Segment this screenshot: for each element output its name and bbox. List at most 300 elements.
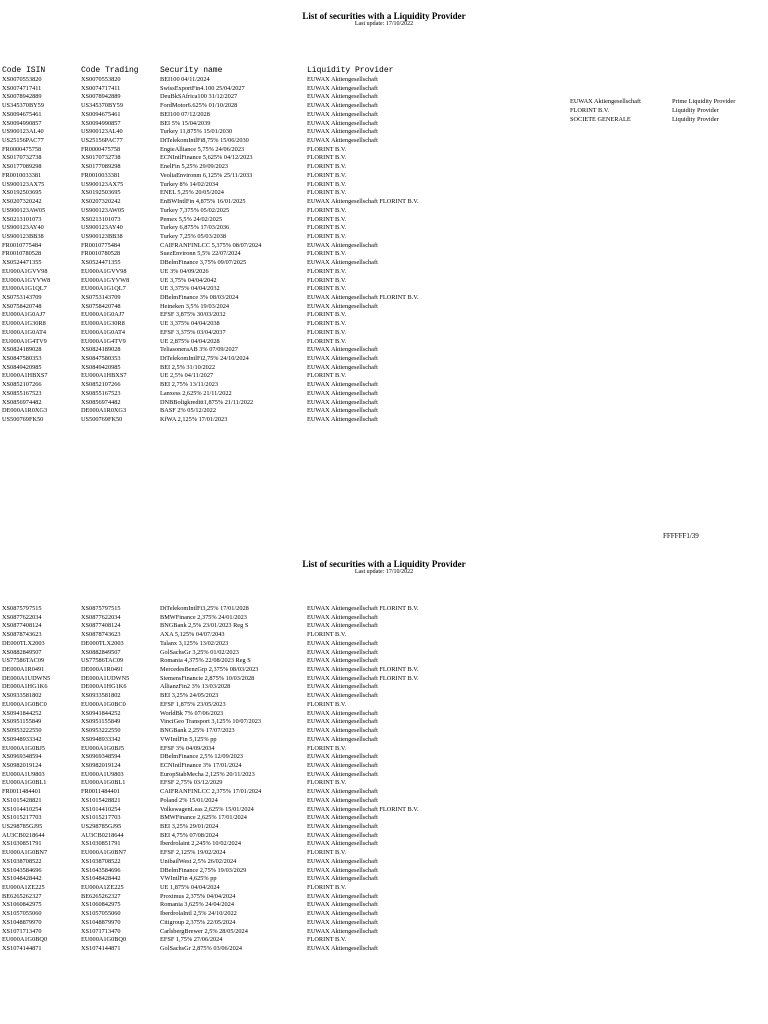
code-isin-cell: DE000A1HG1K6 bbox=[2, 683, 48, 691]
code-trading-cell: XS0070553820 bbox=[81, 76, 121, 83]
table-row bbox=[0, 259, 768, 268]
liquidity-provider-cell: FLORINT B.V. bbox=[307, 936, 347, 944]
code-trading-cell: EU000A1U9803 bbox=[81, 770, 124, 778]
code-isin-cell: EU000A1G1QL7 bbox=[2, 285, 47, 293]
code-isin-cell: XS0878743623 bbox=[2, 631, 42, 639]
code-trading-cell: FR0011484401 bbox=[81, 788, 120, 796]
code-isin-cell: XS0824189028 bbox=[2, 346, 42, 354]
table-row bbox=[0, 832, 768, 841]
table-row bbox=[0, 285, 768, 294]
code-isin-cell: XS0207320242 bbox=[2, 198, 42, 206]
liquidity-provider-cell: FLORINT B.V. bbox=[307, 744, 347, 752]
column-header-code-trading: Code Trading bbox=[81, 66, 139, 75]
code-trading-cell: XS1038708522 bbox=[81, 857, 121, 865]
page-title: List of securities with a Liquidity Provider bbox=[302, 11, 466, 21]
code-trading-cell: US345370BY59 bbox=[81, 102, 123, 110]
code-trading-cell: US77586TAC09 bbox=[81, 657, 124, 665]
liquidity-provider-cell: EUWAX Aktiengesellschaft bbox=[307, 718, 378, 726]
liquidity-provider-cell: FLORINT B.V. bbox=[307, 320, 347, 328]
code-isin-cell: EU000A1G0AJ7 bbox=[2, 311, 46, 319]
table-row bbox=[0, 390, 768, 399]
securities-table bbox=[0, 76, 768, 425]
code-isin-cell: US900123AL40 bbox=[2, 128, 44, 136]
liquidity-provider-cell: EUWAX Aktiengesellschaft FLORINT B.V. bbox=[307, 605, 419, 612]
security-name-cell: Turkey 8% 14/02/2034 bbox=[160, 180, 219, 188]
liquidity-provider-cell: EUWAX Aktiengesellschaft bbox=[307, 622, 378, 630]
security-name-cell: VolkswagenLeas 2,625% 15/01/2024 bbox=[160, 805, 254, 813]
code-isin-cell: XS0094990857 bbox=[2, 119, 42, 127]
code-isin-cell: XS1038708522 bbox=[2, 857, 42, 865]
code-trading-cell: US900123BB38 bbox=[81, 232, 123, 240]
code-trading-cell: XS1015217703 bbox=[81, 814, 121, 822]
code-trading-cell: XS1043584696 bbox=[81, 866, 121, 874]
liquidity-provider-legend bbox=[570, 98, 768, 125]
code-trading-cell: XS1074144871 bbox=[81, 945, 121, 953]
document-page-2 bbox=[0, 548, 768, 1024]
code-isin-cell: US900123BB38 bbox=[2, 232, 44, 240]
liquidity-provider-cell: EUWAX Aktiengesellschaft bbox=[307, 648, 378, 656]
security-name-cell: EnelFin 5,25% 29/09/2023 bbox=[160, 163, 229, 171]
table-row bbox=[0, 692, 768, 701]
code-trading-cell: XS0948933342 bbox=[81, 735, 121, 743]
table-row bbox=[0, 814, 768, 823]
code-trading-cell: EU000A1G0BN7 bbox=[81, 849, 127, 857]
security-name-cell: DtTelekomIntlFi3,25% 17/01/2028 bbox=[160, 605, 249, 612]
security-name-cell: IberdrolaIntl 2,5% 24/10/2022 bbox=[160, 910, 237, 918]
code-isin-cell: XS0078942889 bbox=[2, 93, 42, 101]
security-name-cell: Pemex 5,5% 24/02/2025 bbox=[160, 215, 223, 223]
table-row bbox=[0, 867, 768, 876]
security-name-cell: EuropStabMecha 2,125% 20/11/2023 bbox=[160, 770, 255, 778]
security-name-cell: BEI 2,5% 31/10/2022 bbox=[160, 363, 216, 371]
code-trading-cell: XS1015428821 bbox=[81, 796, 121, 804]
code-isin-cell: EU000A1ZE225 bbox=[2, 884, 45, 891]
code-isin-cell: XS1048428442 bbox=[2, 875, 42, 883]
security-name-cell: Iberdrolaint 2,245% 10/02/2024 bbox=[160, 840, 241, 848]
code-trading-cell: XS0177089298 bbox=[81, 163, 121, 171]
legend-provider-role: Liquidity Provider bbox=[672, 115, 719, 123]
table-row bbox=[0, 303, 768, 312]
code-trading-cell: US298785GJ95 bbox=[81, 822, 122, 830]
security-name-cell: AXA 5,125% 04/07/2043 bbox=[160, 631, 225, 639]
code-isin-cell: XS0094675461 bbox=[2, 110, 42, 118]
liquidity-provider-cell: EUWAX Aktiengesellschaft bbox=[307, 407, 378, 415]
security-name-cell: DtTelekomIntlFi2,75% 24/10/2024 bbox=[160, 355, 249, 362]
code-isin-cell: EU000A1HBXS7 bbox=[2, 372, 48, 380]
table-row bbox=[0, 718, 768, 727]
security-name-cell: Lanxess 2,625% 21/11/2022 bbox=[160, 389, 232, 397]
liquidity-provider-cell: FLORINT B.V. bbox=[307, 337, 347, 345]
liquidity-provider-cell: EUWAX Aktiengesellschaft bbox=[307, 259, 378, 267]
liquidity-provider-cell: FLORINT B.V. bbox=[307, 232, 347, 240]
code-isin-cell: US298785GJ95 bbox=[2, 822, 43, 830]
code-isin-cell: BE6265262327 bbox=[2, 892, 42, 900]
security-name-cell: Romania 4,375% 22/08/2023 Reg S bbox=[160, 657, 251, 665]
security-name-cell: KfWA 2,125% 17/01/2023 bbox=[160, 416, 228, 424]
liquidity-provider-cell: EUWAX Aktiengesellschaft bbox=[307, 727, 378, 735]
liquidity-provider-cell: EUWAX Aktiengesellschaft bbox=[307, 398, 378, 406]
code-trading-cell: XS0192503695 bbox=[81, 189, 121, 197]
liquidity-provider-cell: FLORINT B.V. bbox=[307, 631, 347, 639]
security-name-cell: UE 2,5% 04/11/2027 bbox=[160, 372, 214, 380]
code-isin-cell: XS0856974482 bbox=[2, 398, 42, 406]
code-isin-cell: XS1015217703 bbox=[2, 814, 42, 822]
code-isin-cell: XS1071713470 bbox=[2, 927, 42, 935]
liquidity-provider-cell: FLORINT B.V. bbox=[307, 215, 347, 223]
code-trading-cell: BE6265262327 bbox=[81, 892, 121, 900]
table-row bbox=[0, 338, 768, 347]
security-name-cell: CAIFRANFINLCC 2,375% 17/01/2024 bbox=[160, 788, 262, 796]
liquidity-provider-cell: EUWAX Aktiengesellschaft bbox=[307, 692, 378, 700]
code-trading-cell: DE000A1R0491 bbox=[81, 666, 124, 674]
security-name-cell: DBelmFinance 3,75% 09/07/2025 bbox=[160, 259, 247, 267]
code-isin-cell: XS1030851791 bbox=[2, 840, 42, 848]
code-isin-cell: FR0010033381 bbox=[2, 171, 42, 179]
table-row bbox=[0, 207, 768, 216]
security-name-cell: Turkey 6,875% 17/03/2036 bbox=[160, 224, 230, 232]
code-isin-cell: FR0000475758 bbox=[2, 145, 42, 153]
table-row bbox=[0, 893, 768, 902]
code-isin-cell: XS0524471355 bbox=[2, 259, 42, 267]
security-name-cell: GolSachsGr 2,875% 03/06/2024 bbox=[160, 945, 243, 953]
table-row bbox=[0, 399, 768, 408]
code-isin-cell: FR0011484401 bbox=[2, 788, 41, 796]
code-isin-cell: XS0847580353 bbox=[2, 355, 42, 362]
code-trading-cell: XS0074717411 bbox=[81, 84, 121, 92]
code-isin-cell: EU000A1G30R8 bbox=[2, 320, 46, 328]
code-isin-cell: EU000A1G0BL1 bbox=[2, 779, 47, 787]
security-name-cell: UE 2,875% 04/04/2028 bbox=[160, 337, 220, 345]
table-row bbox=[0, 128, 768, 137]
liquidity-provider-cell: FLORINT B.V. bbox=[307, 250, 347, 258]
security-name-cell: Citigroup 2,375% 22/05/2024 bbox=[160, 918, 236, 926]
security-name-cell: VeoliaEnvironm 6,125% 25/11/2033 bbox=[160, 171, 253, 179]
table-row bbox=[0, 407, 768, 416]
security-name-cell: BASF 2% 05/12/2022 bbox=[160, 407, 216, 415]
liquidity-provider-cell: EUWAX Aktiengesellschaft bbox=[307, 709, 378, 717]
table-row bbox=[0, 631, 768, 640]
security-name-cell: Romania 3,625% 24/04/2024 bbox=[160, 901, 234, 909]
security-name-cell: EFSF 1,875% 23/05/2023 bbox=[160, 700, 226, 708]
page-title: List of securities with a Liquidity Provider bbox=[302, 559, 466, 569]
table-row bbox=[0, 858, 768, 867]
code-trading-cell: DE000TLX2003 bbox=[81, 639, 124, 647]
legend-row bbox=[570, 98, 768, 107]
code-trading-cell: EU000A1HBXS7 bbox=[81, 372, 127, 380]
code-trading-cell: EU000A1G4TV9 bbox=[81, 337, 126, 345]
page-number: FFFFFF1/39 bbox=[663, 532, 699, 540]
code-isin-cell: DE000A1UDWN5 bbox=[2, 674, 51, 682]
security-name-cell: DNBBoligkreditt1,875% 21/11/2022 bbox=[160, 398, 254, 406]
code-isin-cell: XS0758420748 bbox=[2, 302, 42, 310]
legend-provider-name: SOCIETE GENERALE bbox=[570, 115, 631, 123]
code-trading-cell: EU000A1G0BC0 bbox=[81, 700, 126, 708]
table-row bbox=[0, 936, 768, 945]
code-trading-cell: XS0524471355 bbox=[81, 259, 121, 267]
code-trading-cell: XS0849420985 bbox=[81, 363, 121, 371]
security-name-cell: DeuBkSAfrica100 31/12/2027 bbox=[160, 93, 238, 101]
code-isin-cell: XS0192503695 bbox=[2, 189, 42, 197]
code-trading-cell: DE000A1HG1K6 bbox=[81, 683, 127, 691]
code-isin-cell: XS0982019124 bbox=[2, 761, 42, 769]
liquidity-provider-cell: EUWAX Aktiengesellschaft bbox=[307, 857, 378, 865]
security-name-cell: BNGBank 2,25% 17/07/2023 bbox=[160, 727, 235, 735]
table-row bbox=[0, 346, 768, 355]
code-isin-cell: US900123AW05 bbox=[2, 206, 46, 214]
table-row bbox=[0, 762, 768, 771]
legend-provider-role: Prime Liquidity Provider bbox=[672, 98, 736, 105]
table-row bbox=[0, 945, 768, 954]
liquidity-provider-cell: EUWAX Aktiengesellschaft FLORINT B.V. bbox=[307, 805, 419, 813]
liquidity-provider-cell: EUWAX Aktiengesellschaft bbox=[307, 128, 378, 136]
table-row bbox=[0, 849, 768, 858]
table-row bbox=[0, 701, 768, 710]
liquidity-provider-cell: EUWAX Aktiengesellschaft bbox=[307, 910, 378, 918]
liquidity-provider-cell: FLORINT B.V. bbox=[307, 189, 347, 197]
liquidity-provider-cell: EUWAX Aktiengesellschaft bbox=[307, 901, 378, 909]
security-name-cell: EFSF 3,375% 03/04/2037 bbox=[160, 328, 226, 336]
legend-row bbox=[570, 107, 768, 116]
liquidity-provider-cell: FLORINT B.V. bbox=[307, 884, 347, 891]
table-row bbox=[0, 76, 768, 85]
liquidity-provider-cell: EUWAX Aktiengesellschaft bbox=[307, 735, 378, 743]
code-isin-cell: XS1057055060 bbox=[2, 910, 42, 918]
liquidity-provider-cell: EUWAX Aktiengesellschaft bbox=[307, 137, 378, 145]
security-name-cell: DtTelekomIntlFi8,75% 15/06/2030 bbox=[160, 137, 249, 145]
code-trading-cell: EU000A1GYVW8 bbox=[81, 276, 130, 284]
code-isin-cell: US77586TAC09 bbox=[2, 657, 45, 665]
liquidity-provider-cell: EUWAX Aktiengesellschaft bbox=[307, 346, 378, 354]
security-name-cell: SwissExportFin4.100 25/04/2027 bbox=[160, 84, 245, 92]
liquidity-provider-cell: FLORINT B.V. bbox=[307, 372, 347, 380]
security-name-cell: CAIFRANFINLCC 5,375% 08/07/2024 bbox=[160, 241, 262, 249]
liquidity-provider-cell: EUWAX Aktiengesellschaft bbox=[307, 657, 378, 665]
code-trading-cell: EU000A1G0AJ7 bbox=[81, 311, 125, 319]
table-row bbox=[0, 666, 768, 675]
code-trading-cell: XS0847580353 bbox=[81, 355, 121, 362]
code-isin-cell: FR0010780528 bbox=[2, 250, 42, 258]
security-name-cell: MercedesBenzGrp 2,375% 08/03/2023 bbox=[160, 666, 259, 674]
code-isin-cell: AU3CB0218644 bbox=[2, 831, 45, 839]
table-row bbox=[0, 224, 768, 233]
security-name-cell: Turkey 11,875% 15/01/2030 bbox=[160, 128, 233, 136]
security-name-cell: ECNIntlFinance 3% 17/01/2024 bbox=[160, 761, 242, 769]
legend-provider-name: FLORINT B.V. bbox=[570, 106, 610, 114]
code-trading-cell: XS0941844252 bbox=[81, 709, 121, 717]
code-trading-cell: XS0856974482 bbox=[81, 398, 121, 406]
code-trading-cell: XS0982019124 bbox=[81, 761, 121, 769]
code-isin-cell: XS0875797515 bbox=[2, 605, 42, 612]
code-trading-cell: XS1060842975 bbox=[81, 901, 121, 909]
code-trading-cell: XS0852107266 bbox=[81, 381, 121, 389]
liquidity-provider-cell: EUWAX Aktiengesellschaft bbox=[307, 788, 378, 796]
code-trading-cell: XS0953222550 bbox=[81, 727, 121, 735]
liquidity-provider-cell: EUWAX Aktiengesellschaft bbox=[307, 363, 378, 371]
table-row bbox=[0, 242, 768, 251]
liquidity-provider-cell: FLORINT B.V. bbox=[307, 267, 347, 275]
code-isin-cell: EU000A1G0AT4 bbox=[2, 328, 47, 336]
security-name-cell: BEI 3,25% 24/05/2023 bbox=[160, 692, 219, 700]
security-name-cell: ENEL 5,25% 20/05/2024 bbox=[160, 189, 224, 197]
code-trading-cell: DE000A1R0XG3 bbox=[81, 407, 127, 415]
security-name-cell: UE 1,875% 04/04/2024 bbox=[160, 884, 220, 891]
code-isin-cell: XS0170732738 bbox=[2, 154, 42, 162]
liquidity-provider-cell: EUWAX Aktiengesellschaft bbox=[307, 822, 378, 830]
liquidity-provider-cell: FLORINT B.V. bbox=[307, 163, 347, 171]
liquidity-provider-cell: EUWAX Aktiengesellschaft bbox=[307, 683, 378, 691]
code-isin-cell: US25156PAC77 bbox=[2, 137, 44, 145]
code-trading-cell: XS0753143709 bbox=[81, 293, 121, 301]
table-row bbox=[0, 250, 768, 259]
table-row bbox=[0, 640, 768, 649]
liquidity-provider-cell: EUWAX Aktiengesellschaft bbox=[307, 892, 378, 900]
liquidity-provider-cell: FLORINT B.V. bbox=[307, 779, 347, 787]
table-row bbox=[0, 216, 768, 225]
table-row bbox=[0, 181, 768, 190]
table-row bbox=[0, 137, 768, 146]
security-name-cell: UE 3,375% 04/04/2032 bbox=[160, 285, 220, 293]
security-name-cell: BEI100 07/12/2028 bbox=[160, 110, 210, 118]
table-row bbox=[0, 710, 768, 719]
code-trading-cell: EU000A1G0BQ0 bbox=[81, 936, 127, 944]
code-trading-cell: XS0170732738 bbox=[81, 154, 121, 162]
code-isin-cell: XS1014410254 bbox=[2, 805, 42, 813]
code-trading-cell: XS1014410254 bbox=[81, 805, 121, 813]
code-isin-cell: US345370BY59 bbox=[2, 102, 44, 110]
liquidity-provider-cell: EUWAX Aktiengesellschaft bbox=[307, 840, 378, 848]
security-name-cell: DBelmFinance 2,75% 19/03/2029 bbox=[160, 866, 247, 874]
liquidity-provider-cell: EUWAX Aktiengesellschaft bbox=[307, 416, 378, 424]
code-trading-cell: XS1048879970 bbox=[81, 918, 121, 926]
security-name-cell: EnBWIntlFin 4,875% 16/01/2025 bbox=[160, 198, 246, 206]
code-isin-cell: XS0070553820 bbox=[2, 76, 42, 83]
table-row bbox=[0, 771, 768, 780]
code-trading-cell: EU000A1GVV98 bbox=[81, 267, 127, 275]
table-row bbox=[0, 797, 768, 806]
liquidity-provider-cell: EUWAX Aktiengesellschaft bbox=[307, 639, 378, 647]
code-trading-cell: US900123AY40 bbox=[81, 224, 123, 232]
code-isin-cell: XS0948933342 bbox=[2, 735, 42, 743]
security-name-cell: BMWFinance 2,375% 24/01/2023 bbox=[160, 613, 247, 621]
code-isin-cell: DE000TLX2003 bbox=[2, 639, 45, 647]
liquidity-provider-cell: EUWAX Aktiengesellschaft bbox=[307, 110, 378, 118]
table-row bbox=[0, 884, 768, 893]
code-isin-cell: XS0177089298 bbox=[2, 163, 42, 171]
code-isin-cell: EU000A1U9803 bbox=[2, 770, 45, 778]
liquidity-provider-cell: FLORINT B.V. bbox=[307, 849, 347, 857]
code-isin-cell: XS0849420985 bbox=[2, 363, 42, 371]
security-name-cell: WorldBk 7% 07/06/2023 bbox=[160, 709, 224, 717]
code-isin-cell: XS0933581802 bbox=[2, 692, 42, 700]
code-trading-cell: XS0875797515 bbox=[81, 605, 121, 612]
liquidity-provider-cell: FLORINT B.V. bbox=[307, 311, 347, 319]
liquidity-provider-cell: EUWAX Aktiengesellschaft bbox=[307, 102, 378, 110]
security-name-cell: EngieAlliance 5,75% 24/06/2023 bbox=[160, 145, 245, 153]
table-row bbox=[0, 779, 768, 788]
code-isin-cell: XS0882849507 bbox=[2, 648, 42, 656]
code-isin-cell: DE000A1R0491 bbox=[2, 666, 45, 674]
security-name-cell: CarlsbergBrewer 2,5% 28/05/2024 bbox=[160, 927, 248, 935]
security-name-cell: GolSachsGr 3,25% 01/02/2023 bbox=[160, 648, 239, 656]
security-name-cell: EFSF 1,75% 27/06/2024 bbox=[160, 936, 223, 944]
liquidity-provider-cell: FLORINT B.V. bbox=[307, 328, 347, 336]
code-trading-cell: US900123AL40 bbox=[81, 128, 123, 136]
table-row bbox=[0, 372, 768, 381]
code-trading-cell: DE000A1UDWN5 bbox=[81, 674, 130, 682]
code-trading-cell: XS0855167523 bbox=[81, 389, 121, 397]
code-trading-cell: XS1030851791 bbox=[81, 840, 121, 848]
legend-provider-name: EUWAX Aktiengesellschaft bbox=[570, 98, 641, 105]
table-row bbox=[0, 320, 768, 329]
code-isin-cell: XS1074144871 bbox=[2, 945, 42, 953]
code-trading-cell: XS0758420748 bbox=[81, 302, 121, 310]
table-row bbox=[0, 146, 768, 155]
code-isin-cell: EU000A1G0BC0 bbox=[2, 700, 47, 708]
code-trading-cell: EU000A1ZE225 bbox=[81, 884, 124, 891]
code-isin-cell: FR0010775484 bbox=[2, 241, 42, 249]
security-name-cell: BEI 3,25% 29/01/2024 bbox=[160, 822, 219, 830]
table-row bbox=[0, 163, 768, 172]
liquidity-provider-cell: EUWAX Aktiengesellschaft bbox=[307, 302, 378, 310]
code-trading-cell: XS1048428442 bbox=[81, 875, 121, 883]
code-trading-cell: XS0933581802 bbox=[81, 692, 121, 700]
table-row bbox=[0, 614, 768, 623]
liquidity-provider-cell: EUWAX Aktiengesellschaft FLORINT B.V. bbox=[307, 293, 419, 301]
liquidity-provider-cell: EUWAX Aktiengesellschaft bbox=[307, 875, 378, 883]
code-isin-cell: EU000A1G0BQ0 bbox=[2, 936, 48, 944]
security-name-cell: EFSF 2,75% 03/12/2029 bbox=[160, 779, 223, 787]
table-row bbox=[0, 605, 768, 614]
liquidity-provider-cell: EUWAX Aktiengesellschaft bbox=[307, 119, 378, 127]
liquidity-provider-cell: EUWAX Aktiengesellschaft bbox=[307, 84, 378, 92]
code-trading-cell: XS0951155849 bbox=[81, 718, 121, 726]
security-name-cell: EFSF 3% 04/09/2034 bbox=[160, 744, 215, 752]
security-name-cell: Poland 2% 15/01/2024 bbox=[160, 796, 218, 804]
code-isin-cell: XS0941844252 bbox=[2, 709, 42, 717]
security-name-cell: VWIntlFin 5,125% pp bbox=[160, 735, 217, 743]
table-row bbox=[0, 727, 768, 736]
code-trading-cell: EU000A1G0AT4 bbox=[81, 328, 126, 336]
liquidity-provider-cell: EUWAX Aktiengesellschaft bbox=[307, 381, 378, 389]
security-name-cell: SiemensFinancie 2,875% 10/03/2028 bbox=[160, 674, 255, 682]
code-trading-cell: XS0094990857 bbox=[81, 119, 121, 127]
table-row bbox=[0, 85, 768, 94]
liquidity-provider-cell: EUWAX Aktiengesellschaft bbox=[307, 355, 378, 362]
table-row bbox=[0, 910, 768, 919]
code-trading-cell: XS0207320242 bbox=[81, 198, 121, 206]
code-isin-cell: US900123AY40 bbox=[2, 224, 44, 232]
liquidity-provider-cell: EUWAX Aktiengesellschaft bbox=[307, 753, 378, 761]
code-isin-cell: XS0953222550 bbox=[2, 727, 42, 735]
security-name-cell: UE 3,375% 04/04/2038 bbox=[160, 320, 220, 328]
table-row bbox=[0, 806, 768, 815]
table-row bbox=[0, 364, 768, 373]
liquidity-provider-cell: FLORINT B.V. bbox=[307, 180, 347, 188]
security-name-cell: BMWFinance 2,625% 17/01/2024 bbox=[160, 814, 247, 822]
liquidity-provider-cell: EUWAX Aktiengesellschaft bbox=[307, 945, 378, 953]
table-row bbox=[0, 277, 768, 286]
code-trading-cell: FR0010780528 bbox=[81, 250, 121, 258]
table-row bbox=[0, 154, 768, 163]
table-row bbox=[0, 683, 768, 692]
liquidity-provider-cell: FLORINT B.V. bbox=[307, 154, 347, 162]
column-header-security-name: Security name bbox=[160, 66, 223, 75]
table-row bbox=[0, 649, 768, 658]
code-isin-cell: XS0969348594 bbox=[2, 753, 42, 761]
security-name-cell: Turkey 7,375% 05/02/2025 bbox=[160, 206, 230, 214]
code-isin-cell: US900123AX75 bbox=[2, 180, 45, 188]
code-trading-cell: XS0877408124 bbox=[81, 622, 121, 630]
